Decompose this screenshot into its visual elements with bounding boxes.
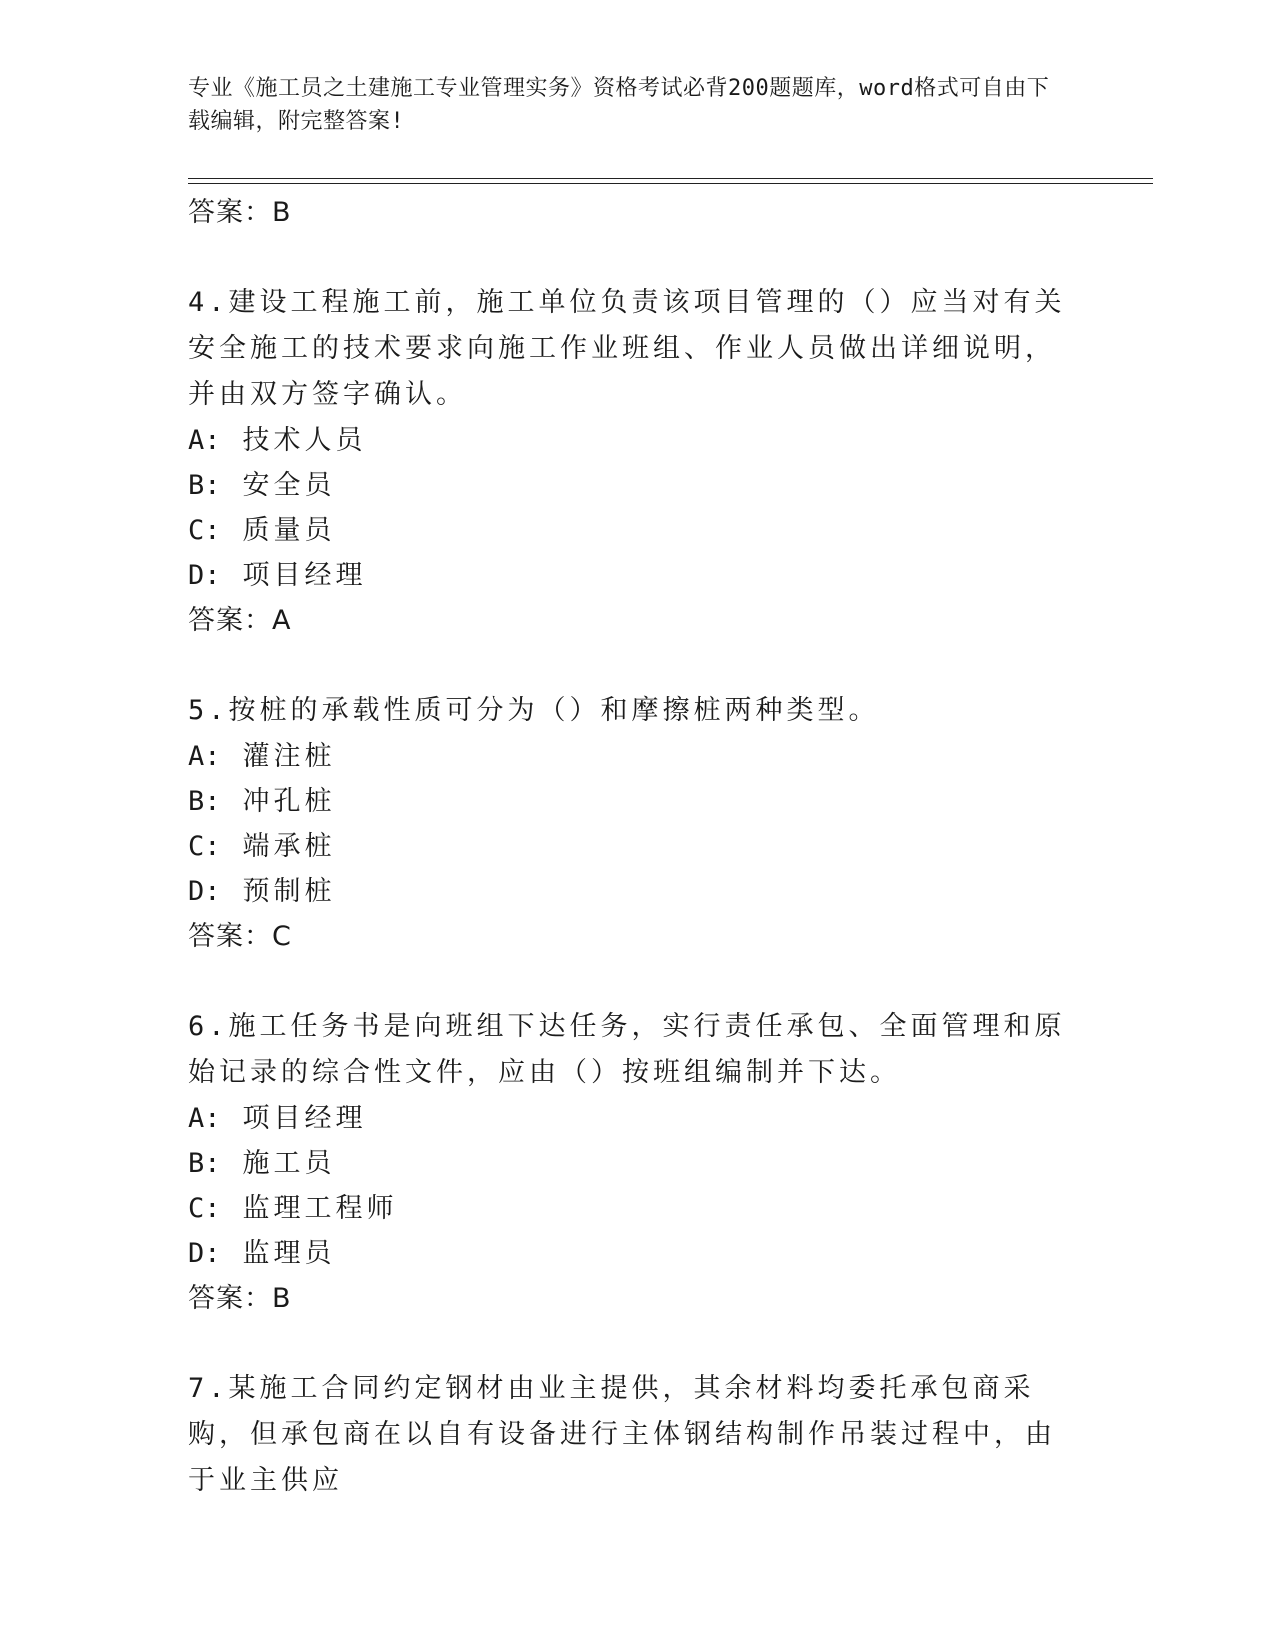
- page-header-title: 专业《施工员之土建施工专业管理实务》资格考试必背200题题库，word格式可自由下载编辑，附完整答案!: [188, 76, 1050, 134]
- option-b: [188, 1141, 1068, 1186]
- question-stem: 5.按桩的承载性质可分为（）和摩擦桩两种类型。: [188, 695, 880, 726]
- option-c: [188, 508, 1068, 553]
- option-key: D:: [188, 560, 221, 591]
- option-d: [188, 553, 1068, 598]
- option-key: B:: [188, 1148, 221, 1179]
- option-c: [188, 1186, 1068, 1231]
- option-d: [188, 869, 1068, 914]
- answer-line: 答案：B: [188, 197, 292, 228]
- header-divider: [188, 178, 1153, 184]
- option-key: B:: [188, 470, 221, 501]
- option-key: C:: [188, 515, 221, 546]
- option-text: 项目经理: [242, 1103, 367, 1134]
- option-key: A:: [188, 741, 221, 772]
- option-key: C:: [188, 1193, 221, 1224]
- option-key: B:: [188, 786, 221, 817]
- option-key: A:: [188, 425, 221, 456]
- answer-line: 答案：C: [188, 921, 292, 952]
- option-text: 灌注桩: [242, 741, 336, 772]
- option-text: 施工员: [242, 1148, 336, 1179]
- option-key: C:: [188, 831, 221, 862]
- option-text: 预制桩: [242, 876, 336, 907]
- option-b: [188, 779, 1068, 824]
- option-a: [188, 734, 1068, 779]
- question-list: [188, 190, 1068, 1504]
- option-key: D:: [188, 1238, 221, 1269]
- question-stem: 4.建设工程施工前，施工单位负责该项目管理的（）应当对有关安全施工的技术要求向施工作业班组、作业人员做出详细说明，并由双方签字确认。: [188, 287, 1066, 410]
- question-stem: 7.某施工合同约定钢材由业主提供，其余材料均委托承包商采购，但承包商在以自有设备进行主体钢结构制作吊装过程中，由于业主供应: [188, 1373, 1056, 1496]
- option-a: [188, 418, 1068, 463]
- answer-line: 答案：B: [188, 1283, 292, 1314]
- option-d: [188, 1231, 1068, 1276]
- option-text: 监理员: [242, 1238, 336, 1269]
- option-b: [188, 463, 1068, 508]
- option-text: 监理工程师: [242, 1193, 398, 1224]
- option-key: A:: [188, 1103, 221, 1134]
- option-key: D:: [188, 876, 221, 907]
- option-c: [188, 824, 1068, 869]
- option-a: [188, 1096, 1068, 1141]
- option-text: 质量员: [242, 515, 336, 546]
- option-text: 项目经理: [242, 560, 367, 591]
- option-text: 冲孔桩: [242, 786, 336, 817]
- option-text: 技术人员: [242, 425, 367, 456]
- question-stem: 6.施工任务书是向班组下达任务，实行责任承包、全面管理和原始记录的综合性文件，应由（）按班组编制并下达。: [188, 1011, 1066, 1088]
- option-text: 安全员: [242, 470, 336, 501]
- option-text: 端承桩: [242, 831, 336, 862]
- answer-line: 答案：A: [188, 605, 292, 636]
